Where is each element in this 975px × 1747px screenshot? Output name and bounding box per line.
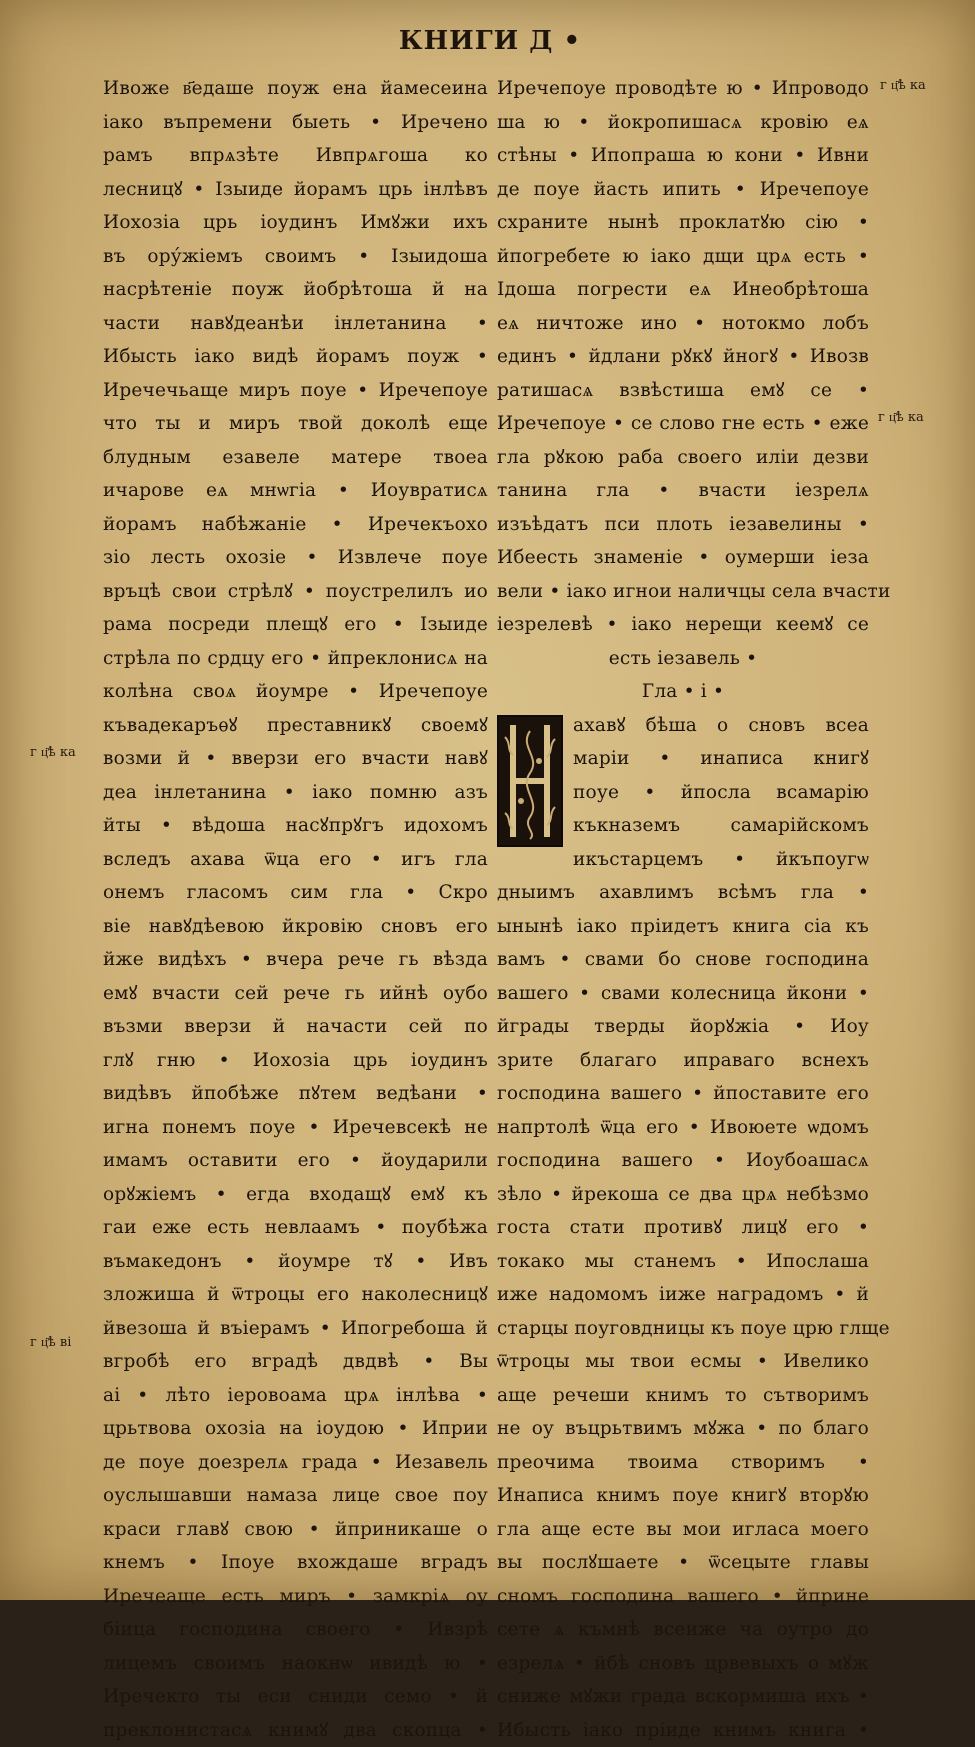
text-line: Гла • і • — [497, 675, 869, 709]
margin-note: г ц҃ѣ ві — [30, 1335, 71, 1351]
text-line: къвадекаръѳꙋ преставникꙋ своемꙋ — [103, 709, 488, 743]
initial-paragraph — [497, 709, 869, 877]
text-line: вгробѣ его вградѣ двдвѣ • Вы — [103, 1345, 488, 1379]
text-line: еѧ ничтоже ино • нотокмо лобъ — [497, 307, 869, 341]
text-line: ѿтроцы мы твои есмы • Ивелико — [497, 1345, 869, 1379]
text-line: гла аще есте вы мои игласа моего — [497, 1513, 869, 1547]
text-line: лицемъ своимъ наокнѡ ивидѣ ю • — [103, 1647, 488, 1681]
text-line: кнемъ • Іпоуе вхождаше вградъ — [103, 1546, 488, 1580]
text-line: глꙋ гню • Иохозіа црь іоудинъ — [103, 1044, 488, 1078]
text-line: сете ѧ къмнѣ всеиже ча оутро до — [497, 1613, 869, 1647]
text-line: връцѣ свои стрѣлꙋ • поустрелилъ ио — [103, 575, 488, 609]
right-text-column — [497, 72, 869, 1747]
text-line: Ибеесть знаменіе • оумерши іеза — [497, 541, 869, 575]
text-line: вамъ • свами бо снове господина — [497, 943, 869, 977]
text-line: зіо лесть охозіе • Извлече поуе — [103, 541, 488, 575]
text-line: икъстарцемъ • йкъпоугѡ — [497, 843, 869, 877]
text-line: игна понемъ поуе • Иречевсекѣ не — [103, 1111, 488, 1145]
text-line: онемъ гласомъ сим гла • Скро — [103, 876, 488, 910]
text-line: господина вашего • Иоубоашасѧ — [497, 1144, 869, 1178]
text-line: преклонистасѧ книмꙋ два скопца • — [103, 1714, 488, 1747]
text-line: вашего • свами колесница йкони • — [497, 977, 869, 1011]
margin-note: г ц҃ѣ ка — [30, 745, 76, 761]
text-line: ичарове еѧ мнѡгіа • Иоувратисѧ — [103, 474, 488, 508]
text-line: ша ю • йокропишасѧ кровію еѧ — [497, 106, 869, 140]
text-line: Иохозіа црь іоудинъ Имꙋжи ихъ — [103, 206, 488, 240]
text-line: Ідоша погрести еѧ Инеобрѣтоша — [497, 273, 869, 307]
text-line: йты • вѣдоша насꙋпрꙋгъ идохомъ — [103, 809, 488, 843]
text-line: госта стати противꙋ лицꙋ его • — [497, 1211, 869, 1245]
text-line: единъ • йдлани рꙋкꙋ йногꙋ • Ивозв — [497, 340, 869, 374]
text-line: рама посреди плещꙋ его • Ізыиде — [103, 608, 488, 642]
text-line: Иречекто ты еси сниди семо • й — [103, 1680, 488, 1714]
text-line: поуе • йпосла всамарію — [497, 776, 869, 810]
text-line: йграды тверды йорꙋжіа • Иоу — [497, 1010, 869, 1044]
text-line: видѣвъ йпобѣже пꙋтем ведѣани • — [103, 1077, 488, 1111]
text-line: Инаписа книмъ поуе книгꙋ вторꙋю — [497, 1479, 869, 1513]
text-line: иже надомомъ іиже наградомъ • й — [497, 1278, 869, 1312]
text-line: Иречечьаще миръ поуе • Иречепоуе — [103, 374, 488, 408]
text-line: зложиша й ѿтроцы его наколесницꙋ — [103, 1278, 488, 1312]
text-line: йвезоша й въіерамъ • Ипогребоша й — [103, 1312, 488, 1346]
text-line: лесницꙋ • Ізыиде йорамъ црь інлѣвъ — [103, 173, 488, 207]
text-line: краси главꙋ свою • йприникаше о — [103, 1513, 488, 1547]
left-text-column — [103, 72, 488, 1747]
text-line: де поуе доезрелѧ града • Иезавель — [103, 1446, 488, 1480]
text-line: ынынѣ іако пріидетъ книга сіа къ — [497, 910, 869, 944]
text-line: вели • іако игнои наличцы села вчасти — [497, 575, 869, 609]
text-line: віе навꙋдѣевою йкровію сновъ его — [103, 910, 488, 944]
text-line: йже видѣхъ • вчера рече гь вѣзда — [103, 943, 488, 977]
text-line: ратишасѧ взвѣстиша емꙋ се • — [497, 374, 869, 408]
text-line: ахавꙋ бѣша о сновъ всеа — [497, 709, 869, 743]
text-line: сномъ господина вашего • йприне — [497, 1580, 869, 1614]
text-line: езрелѧ • йбѣ сновъ црвевыхъ о мꙋж — [497, 1647, 869, 1681]
text-line: схраните нынѣ проклатꙋю сію • — [497, 206, 869, 240]
text-line: възми вверзи й начасти сей по — [103, 1010, 488, 1044]
margin-note: г ц҃ѣ ка — [878, 410, 924, 426]
text-line: въ ору́жіемъ своимъ • Ізыидоша — [103, 240, 488, 274]
text-line: вы послꙋшаете • ѿсецыте главы — [497, 1546, 869, 1580]
text-line: йорамъ набѣжаніе • Иречекъохо — [103, 508, 488, 542]
right-column-bottom-text — [497, 876, 869, 1747]
text-line: танина гла • вчасти іезрелѧ — [497, 474, 869, 508]
text-line: насрѣтеніе поуж йобрѣтоша й на — [103, 273, 488, 307]
text-line: іезрелевѣ • іако нерещи кеемꙋ се — [497, 608, 869, 642]
text-line: токако мы станемъ • Ипослаша — [497, 1245, 869, 1279]
text-line: црьтвова охозіа на іоудою • Иприи — [103, 1412, 488, 1446]
text-line: напртолѣ ѿца его • Ивоюете ѡдомъ — [497, 1111, 869, 1145]
text-line: гла рꙋкою раба своего иліи дезви — [497, 441, 869, 475]
text-line: аі • лѣто іеровоама црѧ інлѣва • — [103, 1379, 488, 1413]
text-line: біица господина своего • Ивзрѣ — [103, 1613, 488, 1647]
text-line: блудным езавеле матере твоеа — [103, 441, 488, 475]
text-line: аще речеши книмъ то сътворимъ — [497, 1379, 869, 1413]
text-line: Ивоже в҃едаше поуж ена йамесеина — [103, 72, 488, 106]
right-column-centered-text — [497, 642, 869, 709]
text-line: Иречепоуе проводѣте ю • Ипроводо — [497, 72, 869, 106]
text-line: Ибысть іако пріиде книмъ книга • — [497, 1714, 869, 1747]
text-line: не оу въцрьтвимъ мꙋжа • по благо — [497, 1412, 869, 1446]
text-line: стрѣла по срдцу его • йпреклонисѧ на — [103, 642, 488, 676]
text-line: оуслышавши намаза лице свое поу — [103, 1479, 488, 1513]
text-line: іако въпремени быеть • Иречено — [103, 106, 488, 140]
text-line: возми й • вверзи его вчасти навꙋ — [103, 742, 488, 776]
text-line: Иречеаще есть миръ • замкріѧ оу — [103, 1580, 488, 1614]
text-line: Ибысть іако видѣ йорамъ поуж • — [103, 340, 488, 374]
text-line: въмакедонъ • йоумре тꙋ • Ивъ — [103, 1245, 488, 1279]
text-line: сниже мꙋжи града вскормиша ихъ • — [497, 1680, 869, 1714]
text-line: что ты и миръ твой доколѣ еще — [103, 407, 488, 441]
right-column-top-text — [497, 72, 869, 642]
text-line: колѣна своѧ йоумре • Иречепоуе — [103, 675, 488, 709]
text-line: гаи еже есть невлаамъ • поубѣжа — [103, 1211, 488, 1245]
text-line: емꙋ вчасти сей рече гь ийнѣ оубо — [103, 977, 488, 1011]
text-line: имамъ оставити его • йоударили — [103, 1144, 488, 1178]
text-line: зѣло • йрекоша се два црѧ небѣзмо — [497, 1178, 869, 1212]
page-header: КНИГИ Д • — [380, 26, 600, 56]
initial-ornament-icon — [499, 717, 561, 845]
text-line: есть іезавель • — [497, 642, 869, 676]
text-line: изъѣдатъ пси плоть іезавелины • — [497, 508, 869, 542]
text-line: преочима твоима створимъ • — [497, 1446, 869, 1480]
text-line: Иречепоуе • се слово гне есть • еже — [497, 407, 869, 441]
text-line: дныимъ ахавлимъ всѣмъ гла • — [497, 876, 869, 910]
text-line: орꙋжіемъ • егда входащꙋ емꙋ къ — [103, 1178, 488, 1212]
text-line: зрите благаго иправаго вснехъ — [497, 1044, 869, 1078]
text-line: рамъ впрѧзѣте Ивпрѧгоша ко — [103, 139, 488, 173]
text-line: вследъ ахава ѿца его • игъ гла — [103, 843, 488, 877]
text-line: де поуе йасть ипить • Иречепоуе — [497, 173, 869, 207]
margin-note: г ц҃ѣ ка — [880, 78, 926, 94]
text-line: маріи • инаписа книгꙋ — [497, 742, 869, 776]
decorated-initial-letter — [497, 715, 563, 847]
text-line: старцы поуговдницы къ поуе црю глще — [497, 1312, 869, 1346]
text-line: деа інлетанина • іако помню азъ — [103, 776, 488, 810]
text-line: господина вашего • йпоставите его — [497, 1077, 869, 1111]
text-line: къкназемъ самарійскомъ — [497, 809, 869, 843]
text-line: йпогребете ю іако дщи црѧ есть • — [497, 240, 869, 274]
text-line: части навꙋдеанѣи інлетанина • — [103, 307, 488, 341]
text-line: стѣны • Ипопраша ю кони • Ивни — [497, 139, 869, 173]
